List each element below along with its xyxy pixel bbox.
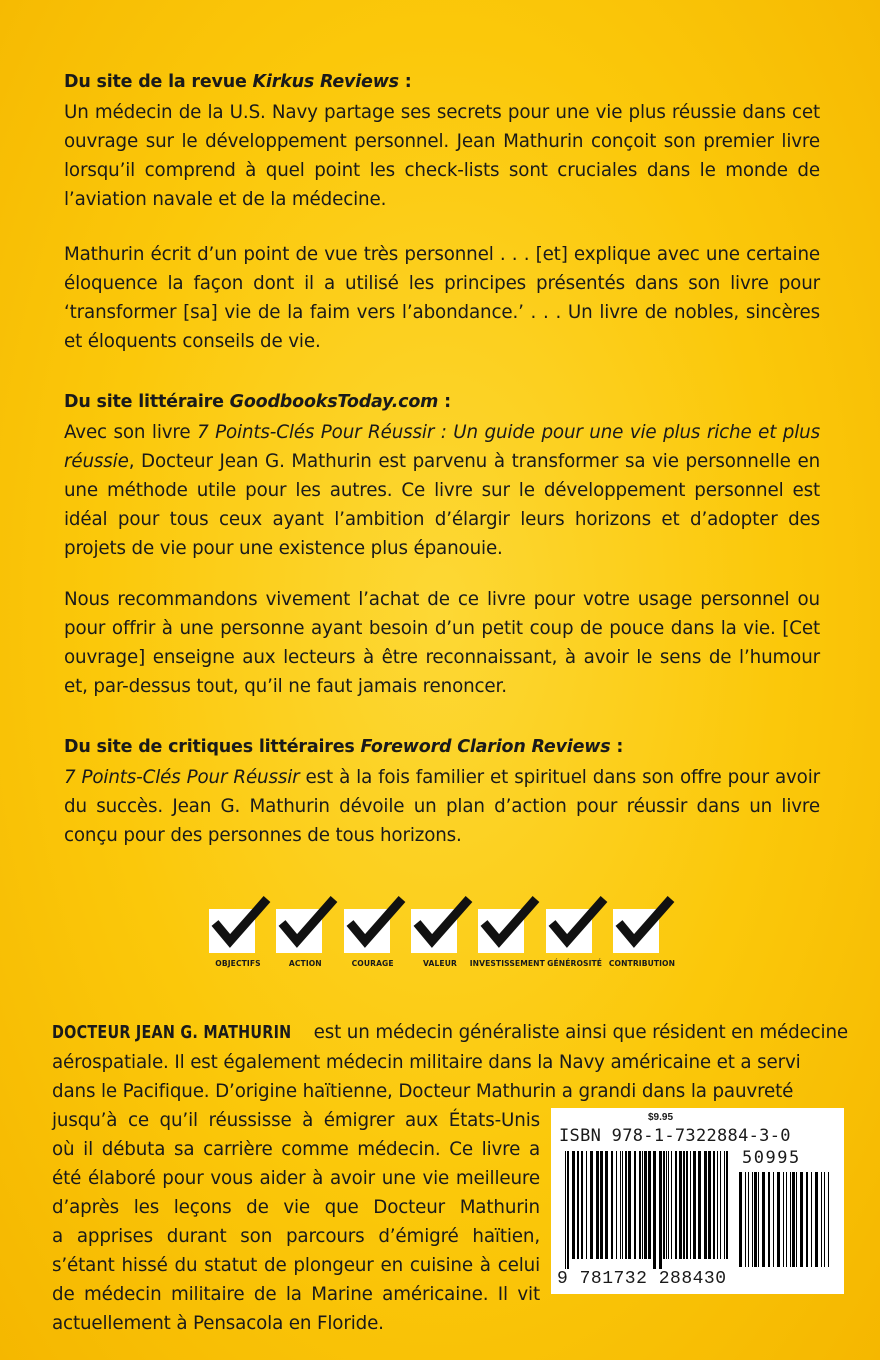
barcode-bar [800,1172,803,1267]
review-source [64,392,820,412]
source-name: Kirkus Reviews [252,72,399,92]
text-run: , Docteur Jean G. Mathurin est parvenu à transformer sa vie personnelle en une méthode utile pour les autres. Ce livre sur le développement personnel est idéal pour tous ceux ayant l’ambition d’élargir leurs horizons et d’adopter des projets de vie pour une existence plus épanouie. [64,451,820,559]
barcode-bar [666,1151,667,1259]
barcode-bar [828,1172,829,1267]
bio-line: a apprises durant son parcours d’émigré haïtien, [52,1226,540,1247]
barcode-bar [783,1172,784,1267]
checklist-label: INVESTISSEMENT [469,959,545,968]
bio-line: actuellement à Pensacola en Floride. [52,1313,384,1334]
barcode-bar [622,1151,623,1259]
review-source [64,72,820,92]
checklist-item [205,893,271,968]
source-prefix: Du site de critiques littéraires [64,737,361,757]
checklist-label: CONTRIBUTION [608,959,676,968]
barcode-bar [690,1151,691,1259]
bio-line: été élaboré pour vous aider à avoir une vie meilleure [52,1168,540,1189]
review-paragraph: Un médecin de la U.S. Navy partage ses secrets pour une vie plus réussie dans cet ouvrage sur le développement personnel. Jean Mathurin conçoit son premier livre lorsqu’il comprend à quel point les check-lists sont cruciales dans le monde de l’aviation navale et de la médecine. [64,102,820,210]
barcode-bar [739,1172,742,1267]
source-suffix: : [438,392,451,412]
source-name: Foreword Clarion Reviews [360,737,611,757]
barcode-bar [581,1151,583,1259]
text-run: Avec son livre [64,422,198,443]
bio-line: s’étant hissé du statut de plongeur en cuisine à celui [52,1255,540,1276]
checkbox-check-icon [205,893,271,955]
barcode-bar [693,1151,696,1259]
book-title: 7 Points-Clés Pour Réussir : Un guide pour une vie plus riche et plus réussie [64,422,820,472]
barcode-bar [572,1151,575,1259]
checklist-label: ACTION [288,959,322,968]
barcode-bar [768,1172,770,1267]
review-goodbooks [64,392,820,701]
barcode-bar [596,1151,599,1259]
barcode-bar [634,1151,636,1259]
barcode-bar [748,1172,749,1267]
checklist-label: OBJECTIFS [215,959,261,968]
barcode-bar [620,1151,621,1259]
barcode-bar [611,1151,613,1259]
barcode-bar [628,1151,631,1259]
barcode-bar [720,1151,721,1259]
review-paragraph [64,418,820,563]
barcode-bar [565,1151,566,1269]
bio-line: dans le Pacifique. D’origine haïtienne, Docteur Mathurin a grandi dans la pauvreté [52,1081,794,1102]
barcode-bar [679,1151,682,1259]
checklist-item [469,893,545,968]
barcode-bar [625,1151,627,1259]
barcode-bar [773,1172,774,1267]
barcode-bar [792,1172,795,1267]
bio-line [52,1018,849,1048]
barcode-bar [686,1151,688,1259]
barcode-bar [600,1151,603,1259]
checklist-row [205,893,675,968]
bio-line: aérospatiale. Il est également médecin militaire dans la Navy américaine et a servi [52,1052,801,1073]
source-prefix: Du site littéraire [64,392,230,412]
barcode-bar [796,1172,797,1267]
price-label: $9.95 [648,1112,674,1123]
price-addon-digits: 50995 [742,1148,801,1168]
barcode-bar [708,1151,711,1259]
barcode-bar [616,1151,617,1259]
barcode-bar [567,1151,569,1269]
barcode-bar [745,1172,746,1267]
review-paragraph: Nous recommandons vivement l’achat de ce livre pour votre usage personnel ou pour offrir à une personne ayant besoin d’un petit coup de pouce dans la vie. [Cet ouvrage] enseigne aux lecteurs à être reconnaissant, à avoir le sens de l’humour et, par-dessus tout, qu’il ne faut jamais renoncer. [64,589,820,697]
barcode-bar [824,1172,825,1267]
barcode-bar [605,1151,608,1259]
source-suffix: : [398,72,412,92]
checklist-item [542,893,608,968]
checkbox-check-icon [609,893,675,955]
barcode-bar [639,1151,641,1259]
source-prefix: Du site de la revue [64,72,253,92]
barcode-bar [675,1151,677,1259]
barcode-bar [586,1151,587,1259]
isbn-text: ISBN 978-1-7322884-3-0 [559,1126,791,1146]
barcode-bar [806,1172,808,1267]
barcode-bar [663,1151,665,1259]
bio-line: d’après les leçons de vie que Docteur Mathurin [52,1197,540,1218]
barcode-bar [671,1151,672,1259]
barcode-addon-bars [739,1172,831,1277]
checklist-label: VALEUR [423,959,457,968]
checklist-label: COURAGE [351,959,394,968]
review-foreword-clarion [64,737,820,850]
barcode-bar [653,1151,656,1269]
bio-text: est un médecin généraliste ainsi que résident en médecine [308,1022,849,1043]
checklist-item [609,893,675,968]
source-name: GoodbooksToday.com [229,392,439,412]
review-kirkus [64,72,820,356]
barcode-bar [577,1151,579,1259]
text-run: est à la fois familier et spirituel dans son offre pour avoir du succès. Jean G. Mathurin dévoile un plan d’action pour réussir dans un livre conçu pour des personnes de tous horizons. [64,767,821,846]
barcode-bar [644,1151,647,1259]
checklist-item [407,893,473,968]
checklist-label: GÉNÉROSITÉ [547,959,603,968]
ean-digits: 9 781732 288430 [557,1269,727,1289]
checkbox-check-icon [340,893,406,955]
checkbox-check-icon [272,893,338,955]
barcode-bar [698,1151,701,1259]
barcode-bar [668,1151,669,1259]
barcode-bar [790,1172,791,1267]
review-paragraph [64,763,820,850]
barcode-bar [683,1151,685,1259]
barcode-bar [659,1151,662,1269]
barcode-bar [648,1151,651,1259]
barcode-bar [811,1172,812,1267]
author-name: DOCTEUR JEAN G. MATHURIN [52,1023,292,1043]
barcode-bar [724,1151,725,1259]
source-suffix: : [610,737,624,757]
barcode-bar [815,1172,818,1267]
bio-line: de médecin militaire de la Marine américaine. Il vit [52,1284,540,1305]
barcode-bar [590,1151,593,1259]
barcode-main-bars [565,1151,733,1269]
bio-line: où il débuta sa carrière comme médecin. Ce livre a [52,1139,540,1160]
review-paragraph: Mathurin écrit d’un point de vue très personnel . . . [et] explique avec une certaine éloquence la façon dont il a utilisé les principes présentés dans son livre pour ‘transformer [sa] vie de la faim vers l’abondance.’ . . . Un livre de nobles, sincères et éloquents conseils de vie. [64,244,820,352]
barcode-bar [754,1172,757,1267]
checkbox-check-icon [542,893,608,955]
checkbox-check-icon [474,893,540,955]
checkbox-check-icon [407,893,473,955]
isbn-barcode [551,1108,844,1294]
checklist-item [272,893,338,968]
barcode-bar [752,1172,753,1267]
barcode-bar [717,1151,718,1259]
barcode-bar [726,1151,728,1259]
barcode-bar [758,1172,759,1267]
barcode-bar [713,1151,715,1259]
barcode-bar [777,1172,780,1267]
barcode-bar [642,1151,643,1259]
bio-line: jusqu’à ce qu’il réussisse à émigrer aux États-Unis [52,1110,540,1131]
barcode-bar [786,1172,787,1267]
barcode-bar [762,1172,765,1267]
barcode-bar [821,1172,822,1267]
book-title: 7 Points-Clés Pour Réussir [64,767,300,788]
barcode-bar [704,1151,707,1259]
review-source [64,737,820,757]
checklist-item [340,893,406,968]
